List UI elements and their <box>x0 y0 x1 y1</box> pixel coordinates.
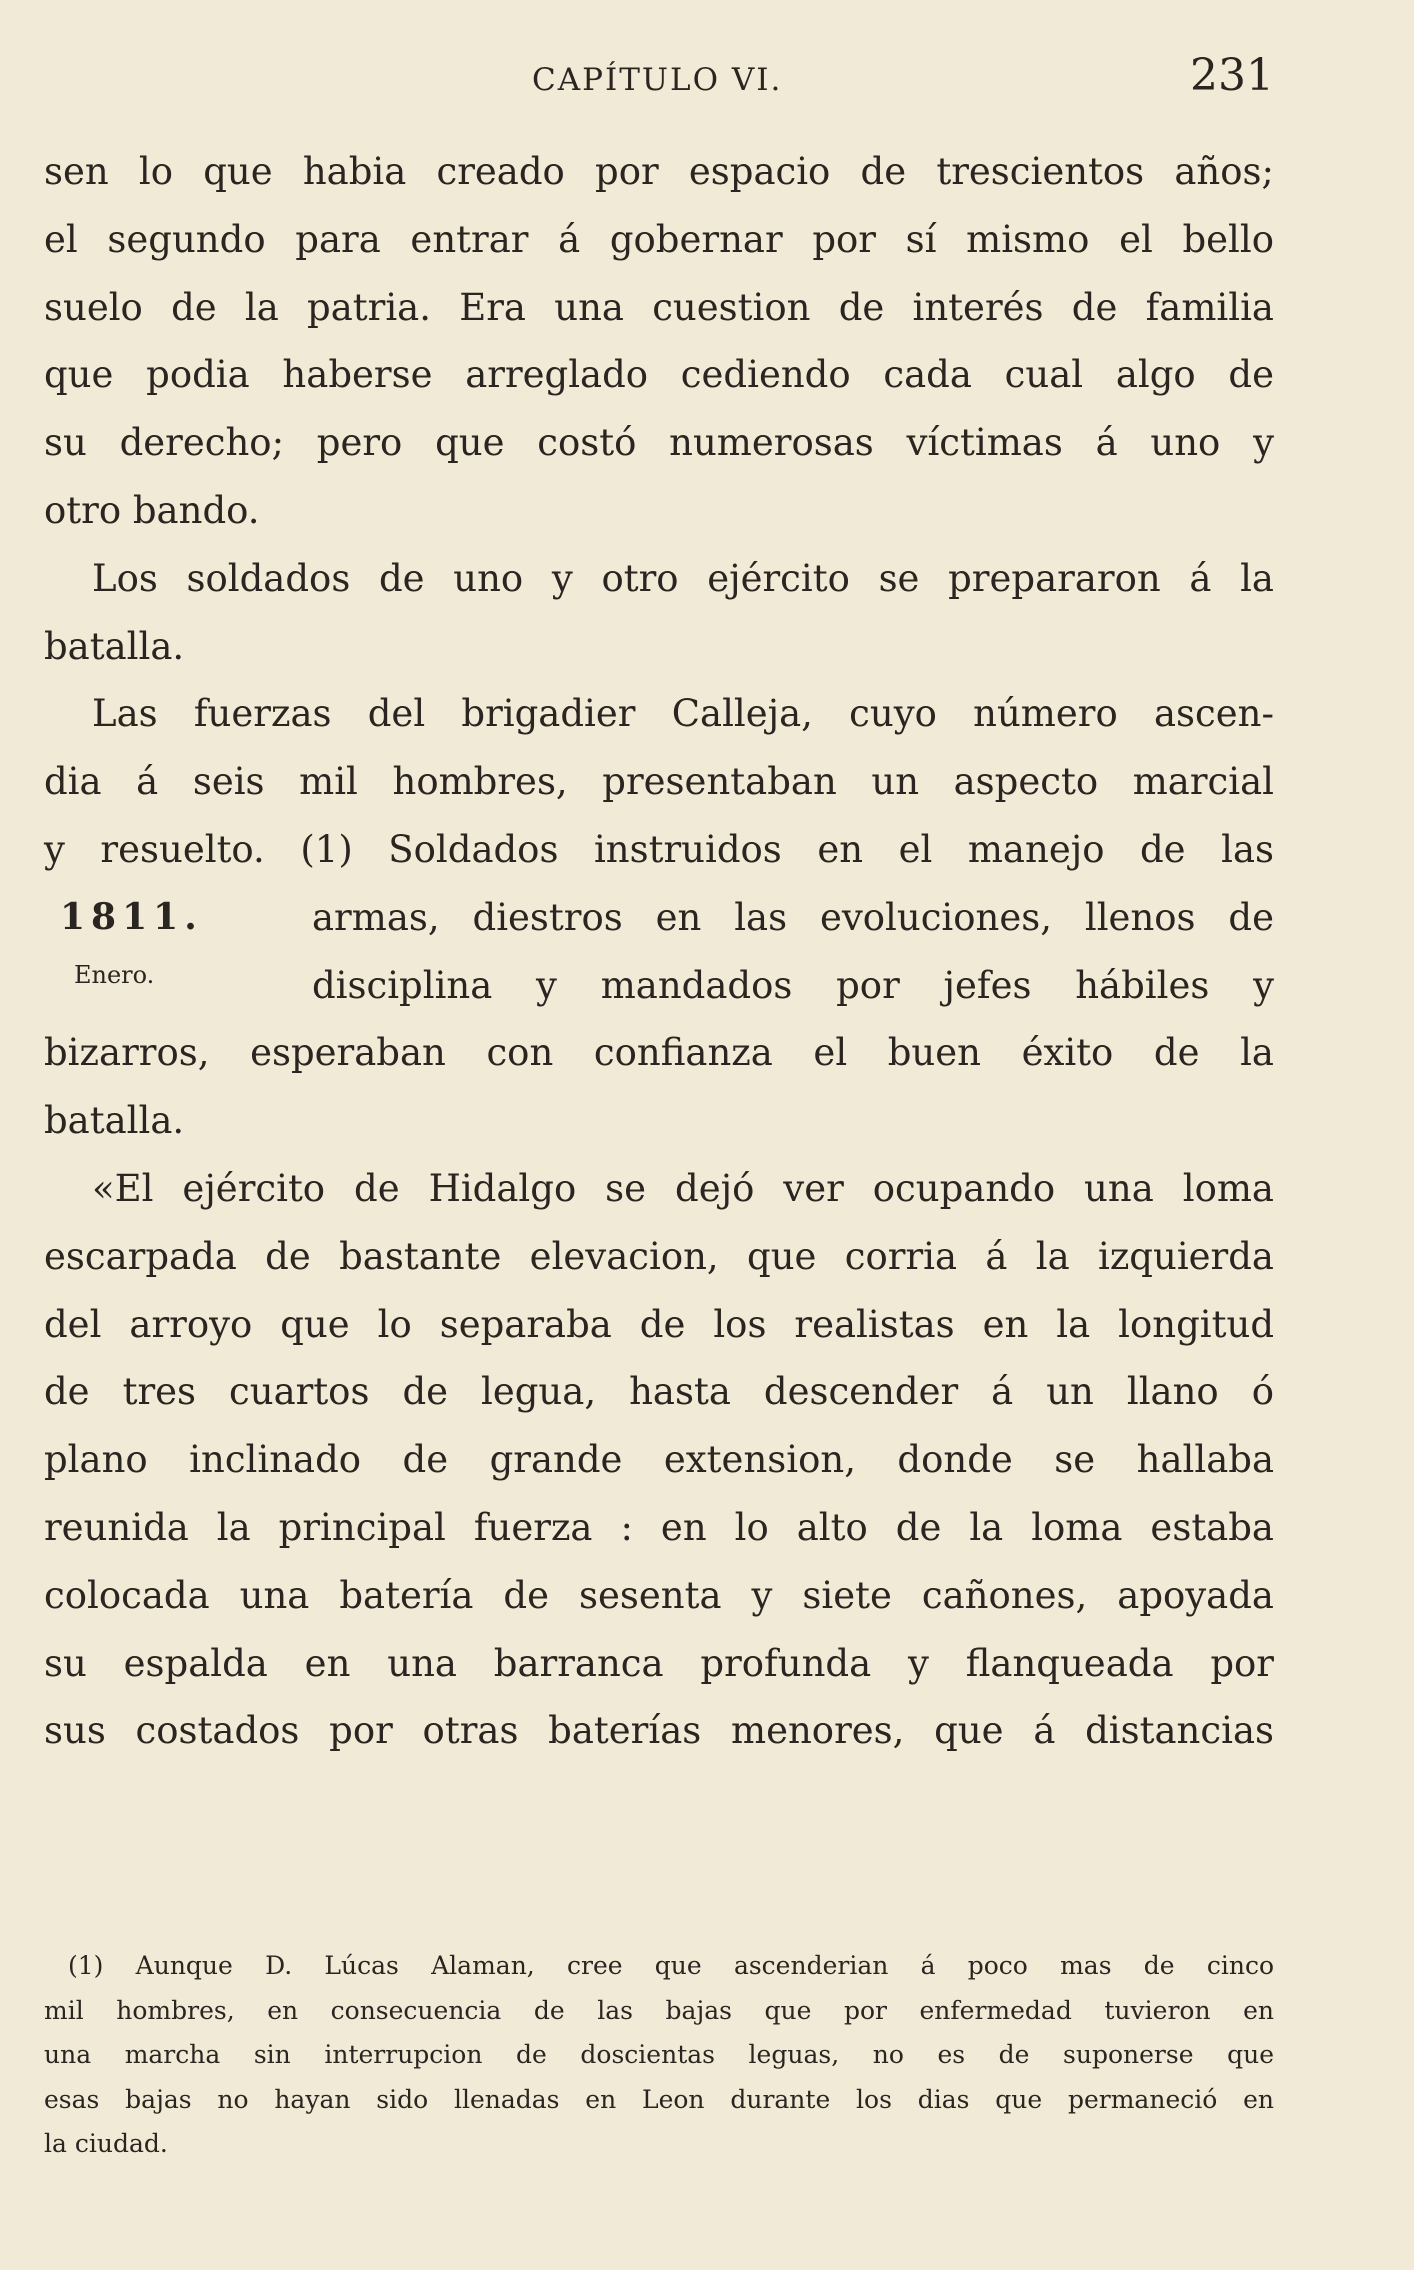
margin-month: Enero. <box>74 960 155 989</box>
text-line: «El ejército de Hidalgo se dejó ver ocupando una loma <box>92 1166 1274 1210</box>
footnote-line: (1) Aunque D. Lúcas Alaman, cree que ascenderian á poco mas de cinco <box>68 1951 1274 1980</box>
footnote-line: mil hombres, en consecuencia de las bajas que por enfermedad tuvieron en <box>44 1995 1274 2025</box>
text-line: Las fuerzas del brigadier Calleja, cuyo número ascen- <box>92 692 1274 736</box>
text-line: sus costados por otras baterías menores, que á distancias <box>44 1709 1274 1753</box>
text-line: su derecho; pero que costó numerosas víctimas á uno y <box>44 421 1274 465</box>
page-number: 231 <box>1190 50 1274 101</box>
footnote <box>44 1944 1274 2167</box>
margin-year: 1811. <box>60 895 203 938</box>
running-title: CAPÍTULO VI. <box>532 62 783 98</box>
text-line-with-margin-note <box>44 952 1274 1020</box>
text-line: reunida la principal fuerza : en lo alto de la loma estaba <box>44 1505 1274 1549</box>
running-head <box>44 50 1274 110</box>
text-line: su espalda en una barranca profunda y flanqueada por <box>44 1641 1274 1685</box>
text-line: del arroyo que lo separaba de los realistas en la longitud <box>44 1302 1274 1346</box>
body-text <box>44 138 1274 1765</box>
text-line: suelo de la patria. Era una cuestion de interés de familia <box>44 285 1274 329</box>
text-line: que podia haberse arreglado cediendo cada cual algo de <box>44 353 1274 397</box>
text-line: batalla. <box>44 1099 185 1143</box>
text-line: Los soldados de uno y otro ejército se prepararon á la <box>92 556 1274 600</box>
footnote-line: una marcha sin interrupcion de doscientas leguas, no es de suponerse que <box>44 2040 1274 2069</box>
text-line: y resuelto. (1) Soldados instruidos en el manejo de las <box>44 827 1274 871</box>
text-line: disciplina y mandados por jefes hábiles y <box>312 963 1274 1007</box>
text-line: de tres cuartos de legua, hasta descender á un llano ó <box>44 1370 1274 1414</box>
text-line: otro bando. <box>44 488 260 532</box>
text-line: plano inclinado de grande extension, donde se hallaba <box>44 1438 1274 1482</box>
text-line: escarpada de bastante elevacion, que corria á la izquierda <box>44 1234 1274 1278</box>
text-line: colocada una batería de sesenta y siete cañones, apoyada <box>44 1573 1274 1617</box>
text-line: sen lo que habia creado por espacio de trescientos años; <box>44 150 1274 193</box>
text-line-with-margin-note <box>44 884 1274 952</box>
text-line: batalla. <box>44 624 185 668</box>
footnote-line: la ciudad. <box>44 2129 168 2158</box>
text-line: el segundo para entrar á gobernar por sí mismo el bello <box>44 217 1274 261</box>
text-line: armas, diestros en las evoluciones, llenos de <box>312 895 1274 939</box>
text-line: dia á seis mil hombres, presentaban un aspecto marcial <box>44 760 1274 804</box>
text-line: bizarros, esperaban con confianza el buen éxito de la <box>44 1031 1274 1075</box>
footnote-line: esas bajas no hayan sido llenadas en Leon durante los dias que permaneció en <box>44 2084 1274 2114</box>
